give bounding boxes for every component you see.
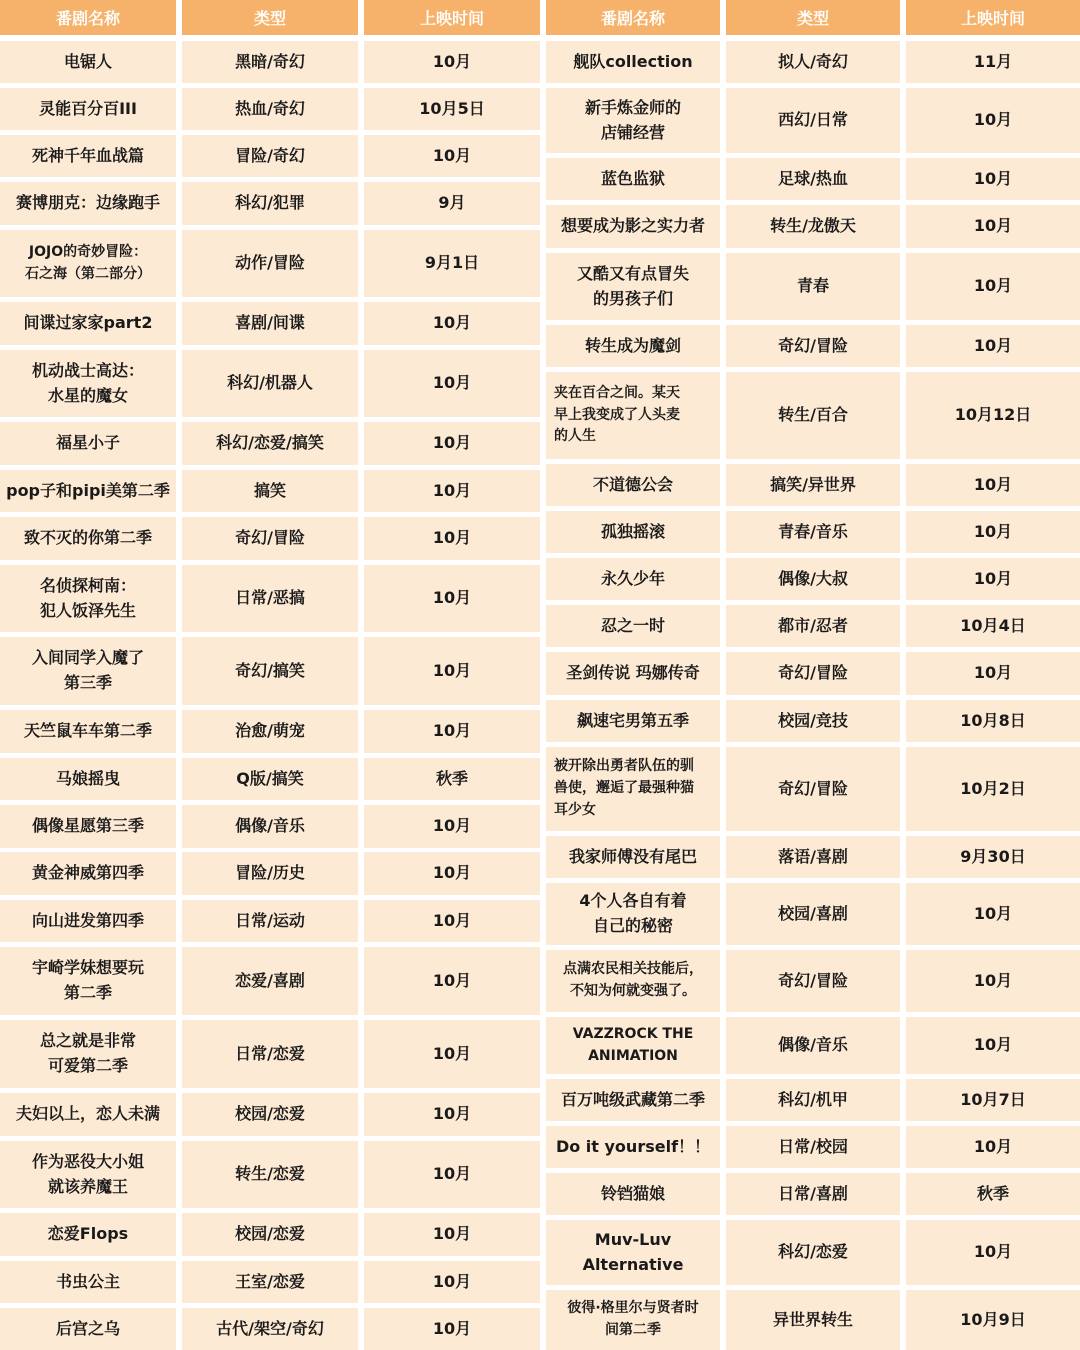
table-row <box>0 1261 540 1303</box>
title-line: Muv-Luv <box>594 1229 672 1249</box>
title-line: 名侦探柯南： <box>39 575 136 595</box>
right-table <box>546 0 1080 1350</box>
type-cell: 黑暗/奇幻 <box>182 41 358 83</box>
title-line: 第二季 <box>63 983 112 1002</box>
date-cell: 10月 <box>906 511 1080 553</box>
title-line: 孤独摇滚 <box>600 521 665 541</box>
date-cell: 10月 <box>906 205 1080 248</box>
table-row <box>546 605 1080 647</box>
right-header-row <box>546 0 1080 35</box>
type-cell: 校园/恋爱 <box>182 1213 358 1256</box>
date-cell: 10月 <box>364 1213 540 1256</box>
type-cell: 日常/校园 <box>726 1126 900 1168</box>
date-cell: 10月9日 <box>906 1290 1080 1350</box>
date-cell: 10月 <box>364 637 540 705</box>
type-cell: Q版/搞笑 <box>182 758 358 800</box>
title-cell <box>546 652 720 695</box>
table-row <box>0 565 540 632</box>
title-cell <box>546 1173 720 1215</box>
title-line: 入间同学入魔了 <box>31 648 144 668</box>
date-cell: 10月 <box>364 1093 540 1136</box>
table-row <box>0 350 540 417</box>
table-row <box>546 1173 1080 1215</box>
title-line: 第三季 <box>63 673 112 692</box>
title-line: 致不灭的你第二季 <box>23 528 152 548</box>
table-row <box>546 1079 1080 1121</box>
type-cell: 日常/喜剧 <box>726 1173 900 1215</box>
date-cell: 10月 <box>364 350 540 417</box>
table-row <box>0 947 540 1015</box>
title-line: 被开除出勇者队伍的驯 <box>554 758 694 775</box>
date-cell: 10月 <box>364 422 540 465</box>
type-cell: 热血/奇幻 <box>182 88 358 130</box>
header-date: 上映时间 <box>906 0 1080 35</box>
date-cell: 10月7日 <box>906 1079 1080 1121</box>
date-cell: 10月 <box>906 1017 1080 1074</box>
title-line: 夫妇以上，恋人未满 <box>15 1104 160 1124</box>
header-title: 番剧名称 <box>546 0 720 35</box>
type-cell: 落语/喜剧 <box>726 836 900 878</box>
table-row <box>0 1141 540 1208</box>
title-cell <box>546 325 720 367</box>
type-cell: 冒险/奇幻 <box>182 135 358 177</box>
table-row <box>0 900 540 942</box>
type-cell: 科幻/恋爱 <box>726 1220 900 1285</box>
type-cell: 校园/喜剧 <box>726 883 900 945</box>
title-cell <box>0 422 176 465</box>
table-row <box>0 302 540 345</box>
title-line: VAZZROCK THE <box>572 1025 694 1042</box>
title-line: 福星小子 <box>55 433 120 453</box>
title-cell <box>0 852 176 895</box>
title-line: 总之就是非常 <box>39 1031 136 1051</box>
table-row <box>546 836 1080 878</box>
title-line: 转生成为魔剑 <box>584 335 681 355</box>
title-cell <box>0 302 176 345</box>
title-cell <box>546 558 720 600</box>
date-cell: 10月 <box>364 947 540 1015</box>
type-cell: 日常/恶搞 <box>182 565 358 632</box>
table-row <box>0 230 540 297</box>
title-cell <box>0 710 176 753</box>
title-line: 自己的秘密 <box>592 916 673 935</box>
date-cell: 10月 <box>364 1308 540 1350</box>
title-line: 天竺鼠车车第二季 <box>23 721 152 741</box>
title-cell <box>546 205 720 248</box>
title-cell <box>0 350 176 417</box>
title-cell <box>546 836 720 878</box>
title-line: 的人生 <box>554 428 596 445</box>
title-cell <box>546 158 720 200</box>
date-cell: 10月 <box>364 1141 540 1208</box>
title-cell <box>0 900 176 942</box>
table-row <box>0 1213 540 1256</box>
title-line: pop子和pipi美第二季 <box>6 480 170 500</box>
date-cell: 10月 <box>906 652 1080 695</box>
type-cell: 喜剧/间谍 <box>182 302 358 345</box>
title-line: 忍之一时 <box>600 615 665 635</box>
table-row <box>546 883 1080 945</box>
date-cell: 10月12日 <box>906 372 1080 459</box>
table-row <box>546 41 1080 83</box>
type-cell: 西幻/日常 <box>726 88 900 153</box>
table-row <box>546 652 1080 695</box>
title-line: Do it yourself！！ <box>555 1136 711 1156</box>
title-cell <box>0 1213 176 1256</box>
title-cell <box>546 1220 720 1285</box>
title-line: 灵能百分百III <box>39 98 137 118</box>
table-row <box>0 637 540 705</box>
title-line: 点满农民相关技能后， <box>563 961 703 978</box>
type-cell: 动作/冒险 <box>182 230 358 297</box>
title-line: 就该养魔王 <box>47 1176 128 1196</box>
table-row <box>546 253 1080 320</box>
title-cell <box>0 470 176 512</box>
table-row <box>0 470 540 512</box>
title-line: 电锯人 <box>63 51 112 71</box>
date-cell: 秋季 <box>364 758 540 800</box>
title-line: 我家师傅没有尾巴 <box>568 846 697 866</box>
title-cell <box>0 1141 176 1208</box>
title-line: 黄金神威第四季 <box>31 863 144 883</box>
header-date: 上映时间 <box>364 0 540 35</box>
date-cell: 10月2日 <box>906 747 1080 831</box>
title-cell <box>546 372 720 459</box>
table-row <box>0 805 540 848</box>
table-row <box>546 1126 1080 1168</box>
title-line: 宇崎学妹想要玩 <box>31 958 144 978</box>
table-row <box>0 710 540 753</box>
title-line: 后宫之乌 <box>55 1318 120 1338</box>
table-row <box>546 88 1080 153</box>
date-cell: 10月 <box>364 900 540 942</box>
date-cell: 10月 <box>364 470 540 512</box>
title-line: 不道德公会 <box>592 474 673 494</box>
table-row <box>546 372 1080 459</box>
table-row <box>546 950 1080 1012</box>
type-cell: 偶像/大叔 <box>726 558 900 600</box>
type-cell: 搞笑 <box>182 470 358 512</box>
title-line: 书虫公主 <box>55 1271 120 1291</box>
title-cell <box>0 1308 176 1350</box>
title-cell <box>546 1290 720 1350</box>
title-line: ANIMATION <box>588 1047 678 1064</box>
type-cell: 偶像/音乐 <box>726 1017 900 1074</box>
title-line: Alternative <box>582 1254 684 1274</box>
table-row <box>546 1017 1080 1074</box>
title-line: 彼得·格里尔与贤者时 <box>567 1300 699 1317</box>
type-cell: 奇幻/冒险 <box>726 950 900 1012</box>
type-cell: 日常/运动 <box>182 900 358 942</box>
title-line: 间第二季 <box>604 1322 661 1338</box>
title-line: 早上我变成了人头麦 <box>554 406 680 423</box>
type-cell: 搞笑/异世界 <box>726 464 900 506</box>
table-row <box>0 182 540 225</box>
header-title: 番剧名称 <box>0 0 176 35</box>
title-cell <box>0 182 176 225</box>
title-line: 不知为何就变强了。 <box>570 983 696 999</box>
title-cell <box>0 41 176 83</box>
type-cell: 青春/音乐 <box>726 511 900 553</box>
type-cell: 都市/忍者 <box>726 605 900 647</box>
title-line: 圣剑传说 玛娜传奇 <box>566 663 700 683</box>
table-row <box>0 41 540 83</box>
title-line: 恋爱Flops <box>47 1224 129 1244</box>
title-cell <box>546 747 720 831</box>
type-cell: 转生/百合 <box>726 372 900 459</box>
date-cell: 9月1日 <box>364 230 540 297</box>
title-cell <box>0 88 176 130</box>
date-cell: 10月 <box>906 1220 1080 1285</box>
type-cell: 足球/热血 <box>726 158 900 200</box>
table-row <box>0 852 540 895</box>
type-cell: 奇幻/搞笑 <box>182 637 358 705</box>
table-row <box>0 517 540 560</box>
title-line: 间谍过家家part2 <box>23 313 153 333</box>
title-line: 铃铛猫娘 <box>600 1183 665 1203</box>
type-cell: 治愈/萌宠 <box>182 710 358 753</box>
table-row <box>0 422 540 465</box>
title-cell <box>546 1017 720 1074</box>
title-cell <box>546 88 720 153</box>
table-row <box>546 1290 1080 1350</box>
date-cell: 10月 <box>364 302 540 345</box>
title-cell <box>546 1126 720 1168</box>
table-row <box>546 700 1080 742</box>
title-line: 百万吨级武藏第二季 <box>560 1089 705 1109</box>
date-cell: 9月 <box>364 182 540 225</box>
title-line: 夹在百合之间。某天 <box>554 384 680 401</box>
type-cell: 王室/恋爱 <box>182 1261 358 1303</box>
date-cell: 10月 <box>364 41 540 83</box>
left-header-row <box>0 0 540 35</box>
title-line: 蓝色监狱 <box>600 168 665 188</box>
type-cell: 日常/恋爱 <box>182 1020 358 1088</box>
title-line: 兽使，邂逅了最强种猫 <box>554 780 694 797</box>
type-cell: 奇幻/冒险 <box>726 325 900 367</box>
type-cell: 恋爱/喜剧 <box>182 947 358 1015</box>
date-cell: 11月 <box>906 41 1080 83</box>
date-cell: 10月 <box>364 805 540 848</box>
title-cell <box>546 605 720 647</box>
title-cell <box>0 637 176 705</box>
table-row <box>0 1308 540 1350</box>
title-line: 赛博朋克：边缘跑手 <box>15 193 160 213</box>
type-cell: 校园/恋爱 <box>182 1093 358 1136</box>
title-line: 店铺经营 <box>600 122 665 142</box>
title-line: 向山进发第四季 <box>31 910 144 930</box>
title-line: 4个人各自有着 <box>579 891 687 911</box>
title-cell <box>0 805 176 848</box>
table-row <box>0 1020 540 1088</box>
type-cell: 科幻/恋爱/搞笑 <box>182 422 358 465</box>
table-row <box>0 1093 540 1136</box>
title-line: 想要成为影之实力者 <box>560 216 705 236</box>
date-cell: 10月 <box>364 135 540 177</box>
title-cell <box>0 135 176 177</box>
date-cell: 10月 <box>906 253 1080 320</box>
table-row <box>546 325 1080 367</box>
header-type: 类型 <box>726 0 900 35</box>
title-line: 新手炼金师的 <box>584 97 681 117</box>
date-cell: 10月 <box>906 158 1080 200</box>
title-line: JOJO的奇妙冒险： <box>28 243 148 260</box>
table-row <box>0 88 540 130</box>
title-cell <box>0 230 176 297</box>
title-line: 飙速宅男第五季 <box>576 710 689 730</box>
type-cell: 拟人/奇幻 <box>726 41 900 83</box>
title-line: 水星的魔女 <box>47 385 128 405</box>
title-cell <box>546 883 720 945</box>
title-line: 石之海（第二部分） <box>25 265 151 282</box>
title-cell <box>0 517 176 560</box>
table-row <box>546 464 1080 506</box>
title-line: 作为恶役大小姐 <box>31 1151 144 1171</box>
date-cell: 10月 <box>906 883 1080 945</box>
type-cell: 转生/龙傲天 <box>726 205 900 248</box>
type-cell: 科幻/犯罪 <box>182 182 358 225</box>
title-line: 永久少年 <box>600 568 665 588</box>
date-cell: 10月 <box>906 950 1080 1012</box>
title-cell <box>546 253 720 320</box>
date-cell: 10月 <box>906 88 1080 153</box>
title-cell <box>546 700 720 742</box>
table-row <box>546 558 1080 600</box>
title-cell <box>0 758 176 800</box>
date-cell: 10月 <box>364 1020 540 1088</box>
title-line: 的男孩子们 <box>592 288 673 308</box>
date-cell: 10月 <box>364 1261 540 1303</box>
date-cell: 9月30日 <box>906 836 1080 878</box>
date-cell: 10月 <box>906 325 1080 367</box>
date-cell: 秋季 <box>906 1173 1080 1215</box>
table-row <box>546 205 1080 248</box>
type-cell: 转生/恋爱 <box>182 1141 358 1208</box>
type-cell: 古代/架空/奇幻 <box>182 1308 358 1350</box>
table-row <box>0 758 540 800</box>
title-line: 可爱第二季 <box>47 1056 128 1075</box>
type-cell: 青春 <box>726 253 900 320</box>
title-line: 马娘摇曳 <box>55 768 120 788</box>
type-cell: 奇幻/冒险 <box>726 652 900 695</box>
title-cell <box>546 950 720 1012</box>
date-cell: 10月 <box>364 852 540 895</box>
table-row <box>546 158 1080 200</box>
title-cell <box>546 1079 720 1121</box>
header-type: 类型 <box>182 0 358 35</box>
date-cell: 10月 <box>364 710 540 753</box>
title-cell <box>0 1093 176 1136</box>
date-cell: 10月 <box>906 558 1080 600</box>
type-cell: 科幻/机甲 <box>726 1079 900 1121</box>
title-cell <box>0 1261 176 1303</box>
title-cell <box>0 1020 176 1088</box>
date-cell: 10月8日 <box>906 700 1080 742</box>
date-cell: 10月5日 <box>364 88 540 130</box>
date-cell: 10月 <box>906 1126 1080 1168</box>
type-cell: 异世界转生 <box>726 1290 900 1350</box>
title-cell <box>546 464 720 506</box>
type-cell: 校园/竞技 <box>726 700 900 742</box>
table-row <box>546 747 1080 831</box>
type-cell: 冒险/历史 <box>182 852 358 895</box>
title-line: 舰队collection <box>573 51 693 71</box>
type-cell: 奇幻/冒险 <box>726 747 900 831</box>
date-cell: 10月 <box>364 565 540 632</box>
type-cell: 偶像/音乐 <box>182 805 358 848</box>
title-line: 耳少女 <box>554 801 596 818</box>
type-cell: 科幻/机器人 <box>182 350 358 417</box>
type-cell: 奇幻/冒险 <box>182 517 358 560</box>
title-cell <box>0 947 176 1015</box>
date-cell: 10月 <box>364 517 540 560</box>
title-line: 机动战士高达： <box>31 360 144 380</box>
title-line: 犯人饭泽先生 <box>39 600 136 620</box>
title-line: 又酷又有点冒失 <box>576 263 689 283</box>
title-line: 偶像星愿第三季 <box>31 816 144 836</box>
table-row <box>0 135 540 177</box>
date-cell: 10月4日 <box>906 605 1080 647</box>
date-cell: 10月 <box>906 464 1080 506</box>
title-cell <box>0 565 176 632</box>
title-cell <box>546 511 720 553</box>
title-line: 死神千年血战篇 <box>31 145 144 165</box>
table-row <box>546 1220 1080 1285</box>
table-row <box>546 511 1080 553</box>
title-cell <box>546 41 720 83</box>
